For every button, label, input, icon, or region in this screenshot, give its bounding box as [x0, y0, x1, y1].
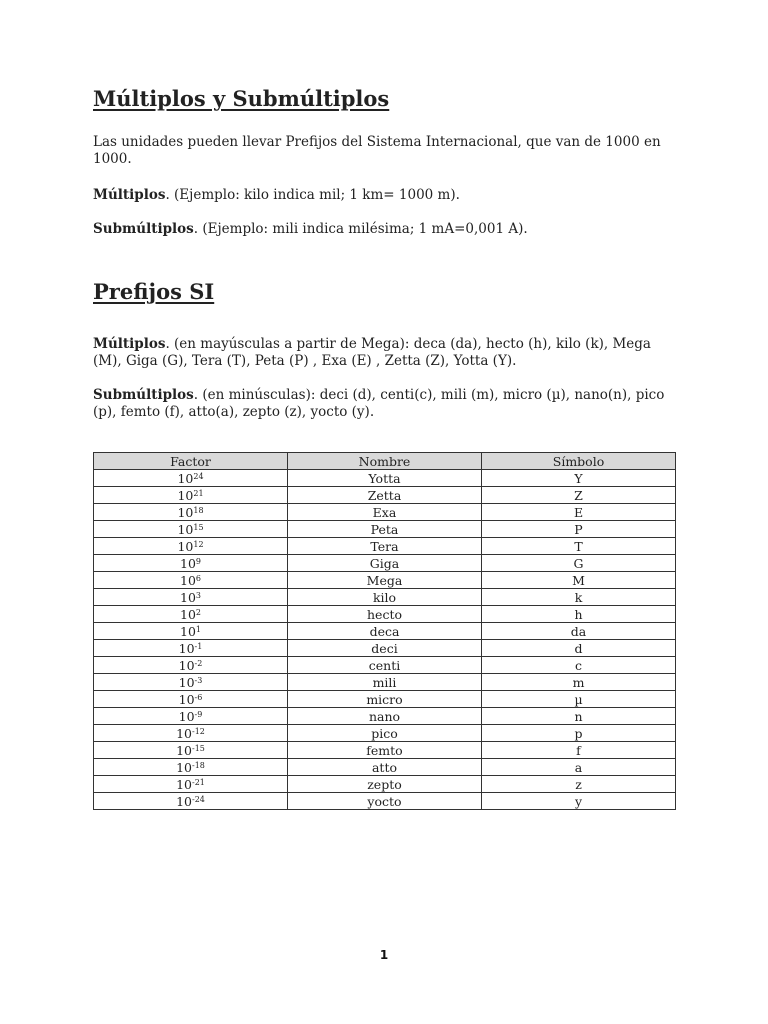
symbol-cell: m — [482, 674, 676, 691]
factor-cell — [94, 555, 288, 572]
factor-exponent: -9 — [194, 709, 203, 719]
factor-exponent: -12 — [192, 726, 205, 736]
factor-cell — [94, 572, 288, 589]
factor-base: 10 — [178, 674, 195, 690]
factor-exponent: -15 — [192, 743, 205, 753]
factor-cell — [94, 470, 288, 487]
prefix-multiples-label: Múltiplos — [93, 336, 166, 352]
factor-cell — [94, 606, 288, 623]
factor-base: 10 — [177, 521, 194, 537]
factor-cell — [94, 742, 288, 759]
table-row — [94, 640, 676, 657]
table-row — [94, 742, 676, 759]
name-cell: centi — [288, 657, 482, 674]
table-row — [94, 691, 676, 708]
prefix-multiples-text: . (en mayúsculas a partir de Mega): deca (da), hecto (h), kilo (k), Mega (M), Giga (G), Tera (T), Peta (P) , Exa (E) , Zetta (Z), Yotta (Y). — [93, 336, 651, 369]
prefix-submultiples-label: Submúltiplos — [93, 387, 194, 403]
factor-exponent: -3 — [194, 675, 203, 685]
factor-exponent: -6 — [194, 692, 203, 702]
symbol-cell: G — [482, 555, 676, 572]
factor-base: 10 — [176, 793, 192, 809]
table-row — [94, 521, 676, 538]
factor-cell — [94, 487, 288, 504]
name-cell: Exa — [288, 504, 482, 521]
factor-exponent: -21 — [192, 777, 205, 787]
table-row — [94, 776, 676, 793]
header-factor: Factor — [94, 453, 288, 470]
table-row — [94, 555, 676, 572]
factor-exponent: 24 — [193, 471, 204, 481]
factor-cell — [94, 674, 288, 691]
factor-base: 10 — [177, 470, 194, 486]
table-row — [94, 674, 676, 691]
header-name: Nombre — [288, 453, 482, 470]
factor-cell — [94, 538, 288, 555]
symbol-cell: M — [482, 572, 676, 589]
factor-base: 10 — [180, 623, 196, 639]
factor-base: 10 — [176, 759, 192, 775]
submultiples-example-text: . (Ejemplo: mili indica milésima; 1 mA=0,001 A). — [193, 221, 528, 237]
factor-cell — [94, 776, 288, 793]
table-row — [94, 623, 676, 640]
factor-exponent: -2 — [194, 658, 203, 668]
factor-exponent: 18 — [193, 505, 204, 515]
factor-exponent: 15 — [193, 522, 204, 532]
factor-cell — [94, 623, 288, 640]
factor-exponent: -1 — [194, 641, 203, 651]
factor-base: 10 — [180, 555, 196, 571]
symbol-cell: Y — [482, 470, 676, 487]
factor-base: 10 — [176, 725, 192, 741]
name-cell: deci — [288, 640, 482, 657]
factor-exponent: 3 — [195, 590, 201, 600]
symbol-cell: µ — [482, 691, 676, 708]
name-cell: femto — [288, 742, 482, 759]
symbol-cell: da — [482, 623, 676, 640]
prefix-multiples-paragraph — [93, 336, 678, 370]
section-title-multiples: Múltiplos y Submúltiplos — [93, 86, 390, 111]
factor-cell — [94, 521, 288, 538]
multiples-label: Múltiplos — [93, 187, 166, 203]
name-cell: hecto — [288, 606, 482, 623]
factor-exponent: 2 — [195, 607, 201, 617]
table-row — [94, 589, 676, 606]
name-cell: atto — [288, 759, 482, 776]
factor-cell — [94, 691, 288, 708]
name-cell: Zetta — [288, 487, 482, 504]
name-cell: mili — [288, 674, 482, 691]
intro-paragraph: Las unidades pueden llevar Prefijos del Sistema Internacional, que van de 1000 en 1000. — [93, 134, 661, 167]
factor-exponent: -18 — [192, 760, 205, 770]
prefix-submultiples-text: . (en minúsculas): deci (d), centi(c), mili (m), micro (µ), nano(n), pico (p), femto (f), atto(a), zepto (z), yocto (y). — [93, 387, 665, 420]
factor-base: 10 — [178, 657, 195, 673]
factor-exponent: -24 — [192, 794, 205, 804]
name-cell: micro — [288, 691, 482, 708]
name-cell: Mega — [288, 572, 482, 589]
factor-cell — [94, 640, 288, 657]
factor-base: 10 — [180, 572, 196, 588]
table-row — [94, 657, 676, 674]
symbol-cell: z — [482, 776, 676, 793]
factor-cell — [94, 725, 288, 742]
factor-exponent: 6 — [195, 573, 201, 583]
name-cell: Tera — [288, 538, 482, 555]
factor-exponent: 9 — [195, 556, 201, 566]
submultiples-example — [93, 221, 678, 238]
table-body — [94, 470, 676, 810]
factor-exponent: 1 — [195, 624, 201, 634]
name-cell: yocto — [288, 793, 482, 810]
table-row — [94, 606, 676, 623]
table-row — [94, 725, 676, 742]
factor-cell — [94, 504, 288, 521]
factor-base: 10 — [178, 691, 195, 707]
factor-base: 10 — [176, 776, 192, 792]
symbol-cell: E — [482, 504, 676, 521]
factor-base: 10 — [180, 606, 196, 622]
symbol-cell: c — [482, 657, 676, 674]
name-cell: Giga — [288, 555, 482, 572]
name-cell: Yotta — [288, 470, 482, 487]
symbol-cell: Z — [482, 487, 676, 504]
multiples-example-text: . (Ejemplo: kilo indica mil; 1 km= 1000 m). — [165, 187, 460, 203]
factor-cell — [94, 657, 288, 674]
table-row — [94, 793, 676, 810]
symbol-cell: d — [482, 640, 676, 657]
factor-base: 10 — [177, 487, 194, 503]
header-symbol: Símbolo — [482, 453, 676, 470]
symbol-cell: f — [482, 742, 676, 759]
factor-exponent: 21 — [193, 488, 204, 498]
prefix-table — [93, 452, 676, 810]
table-row — [94, 538, 676, 555]
symbol-cell: p — [482, 725, 676, 742]
name-cell: pico — [288, 725, 482, 742]
page-number: 1 — [379, 948, 389, 962]
factor-base: 10 — [178, 708, 195, 724]
factor-cell — [94, 708, 288, 725]
factor-base: 10 — [178, 640, 195, 656]
table-row — [94, 470, 676, 487]
symbol-cell: n — [482, 708, 676, 725]
symbol-cell: P — [482, 521, 676, 538]
symbol-cell: h — [482, 606, 676, 623]
symbol-cell: T — [482, 538, 676, 555]
factor-cell — [94, 793, 288, 810]
name-cell: nano — [288, 708, 482, 725]
submultiples-label: Submúltiplos — [93, 221, 194, 237]
multiples-example — [93, 187, 678, 204]
symbol-cell: k — [482, 589, 676, 606]
section-title-prefixes: Prefijos SI — [93, 279, 215, 304]
table-header-row — [94, 453, 676, 470]
factor-base: 10 — [180, 589, 196, 605]
symbol-cell: y — [482, 793, 676, 810]
factor-cell — [94, 759, 288, 776]
table-row — [94, 572, 676, 589]
table-row — [94, 504, 676, 521]
factor-base: 10 — [176, 742, 192, 758]
factor-base: 10 — [177, 538, 194, 554]
symbol-cell: a — [482, 759, 676, 776]
name-cell: zepto — [288, 776, 482, 793]
table-row — [94, 708, 676, 725]
name-cell: deca — [288, 623, 482, 640]
factor-exponent: 12 — [193, 539, 204, 549]
name-cell: kilo — [288, 589, 482, 606]
factor-cell — [94, 589, 288, 606]
table-row — [94, 487, 676, 504]
factor-base: 10 — [177, 504, 194, 520]
prefix-submultiples-paragraph — [93, 387, 678, 421]
name-cell: Peta — [288, 521, 482, 538]
table-row — [94, 759, 676, 776]
